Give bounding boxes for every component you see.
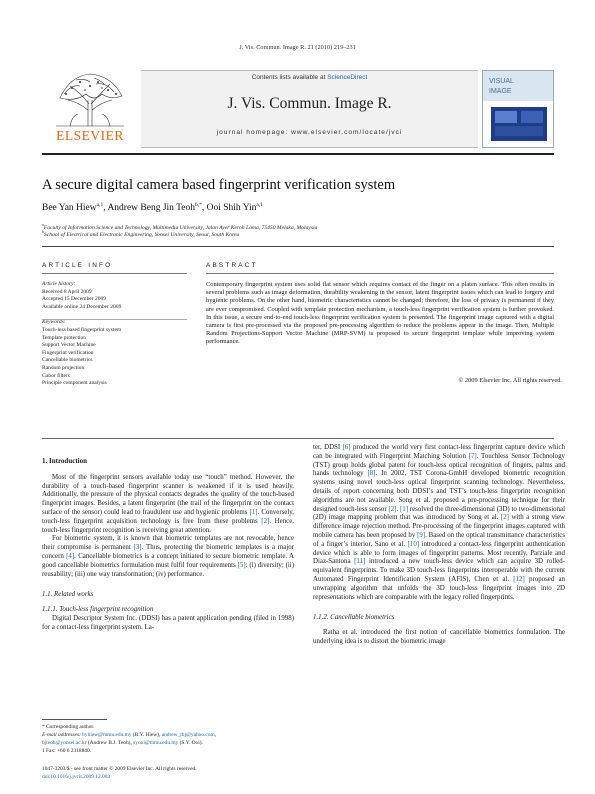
- keywords-label: Keywords:: [42, 319, 66, 326]
- article-title: A secure digital camera based fingerprint verification system: [42, 177, 396, 193]
- cover-artwork: [483, 71, 554, 148]
- body-column-right: [313, 444, 565, 647]
- article-info-panel: [42, 281, 192, 388]
- citation-link[interactable]: [2]: [388, 505, 397, 513]
- citation-link[interactable]: [4]: [66, 552, 75, 560]
- email-link[interactable]: syooi@mmu.edu.my: [133, 740, 179, 747]
- citation-link[interactable]: [5]: [237, 561, 246, 569]
- text-run: proposed an unwrapping algorithm that unfolds the 3D touch-less fingerprint images into 2D representations which are comparable with the legacy rolled fingerprints.: [313, 575, 565, 601]
- sciencedirect-link[interactable]: ScienceDirect: [327, 74, 368, 81]
- history-received: Received 8 April 2009: [42, 288, 92, 295]
- citation-link[interactable]: [11]: [354, 558, 366, 566]
- text-run: ter, DDSI: [313, 444, 343, 451]
- citation-link[interactable]: [1]: [399, 505, 409, 513]
- text-run: For biometric system, it is known that biometric templates are not revocable, hence their compromise is permanent: [42, 535, 294, 552]
- keyword: Touch-less based fingerprint system: [42, 326, 122, 333]
- subsubsection-heading: 1.1.2. Cancellable biometrics: [313, 614, 395, 622]
- issn-block: [42, 766, 294, 781]
- email-prefix: E-mail addresses:: [42, 732, 83, 739]
- footnote-rule: [42, 719, 107, 720]
- svg-text:IMAGE: IMAGE: [489, 88, 512, 95]
- author-affil-mark: b,*: [195, 202, 202, 208]
- author-name[interactable]: Ooi Shih Yin: [206, 203, 257, 214]
- text-run: . Touchless Sensor Technology (TST) group holds global patent for touch-less optical recognition of fingers, palms and hands technology: [313, 452, 565, 478]
- abstract-rule: [206, 273, 554, 274]
- text-run: Ratha et al. introduced the first notion of cancellable biometrics formulation. The underlying idea is to distort the biometric image: [313, 629, 565, 645]
- contents-availability: [141, 74, 478, 81]
- text-run: introduced a contact-less fingerprint authentication device which is able to form images of fingerprint patterns. Most recently, Parziale and Diaz-Santona: [313, 540, 565, 566]
- abstract-heading: ABSTRACT: [206, 262, 258, 269]
- citation-link[interactable]: [3]: [133, 544, 142, 552]
- fax-note: 1 Fax: +60 6 2318840.: [42, 748, 92, 755]
- body-column-left: [42, 457, 294, 633]
- text-run: introduced a new touch-less device which can acquire 3D rolled-equivalent fingerprints. To make 3D touch-less fingerprints interoperable with the current Automated Fingerprint Identification System (AFIS), Chen et al.: [313, 558, 565, 583]
- text-run: . Thus, protecting the biometric templates is a major concern: [42, 544, 294, 560]
- article-info-heading: ARTICLE INFO: [42, 262, 113, 269]
- journal-cover-image: [482, 70, 554, 148]
- abstract-bottom-rule: [42, 438, 554, 439]
- author-affil-mark: a,1: [96, 202, 104, 208]
- email-owner: (S.Y. Ooi).: [178, 740, 203, 747]
- body-paragraph: [42, 615, 294, 633]
- info-divider: [42, 319, 187, 320]
- author-name[interactable]: Bee Yan Hiew: [42, 203, 97, 214]
- keyword: Support Vector Machine: [42, 342, 96, 349]
- history-accepted: Accepted 15 December 2009: [42, 296, 106, 303]
- affiliation-text: School of Electrical and Electronic Engineering, Yonsei University, Seoul, South Korea: [44, 231, 240, 238]
- history-label: Article history:: [42, 281, 76, 287]
- citation-link[interactable]: [12]: [513, 575, 525, 583]
- body-paragraph: [313, 629, 565, 647]
- header-rule: [42, 153, 554, 155]
- section-rule: [42, 246, 554, 247]
- history-online: Available online 24 December 2009: [42, 303, 122, 310]
- email-addresses: [42, 731, 294, 739]
- email-owner: (Andrew B.J. Teoh),: [86, 740, 134, 747]
- citation-link[interactable]: [7]: [468, 452, 477, 460]
- subsection-heading: 1.1. Related works: [42, 591, 94, 599]
- email-link[interactable]: byhiew@mmu.edu.my: [82, 732, 132, 739]
- citation-link[interactable]: [6]: [342, 444, 351, 451]
- journal-masthead: [42, 70, 554, 150]
- svg-text:VISUAL: VISUAL: [489, 78, 514, 85]
- author-affil-mark: a,1: [256, 202, 263, 208]
- email-link[interactable]: bjteoh@yonsei.ac.kr: [42, 740, 87, 747]
- tree-icon: [50, 70, 130, 128]
- keyword: Principle component analysis: [42, 380, 107, 387]
- doi-link[interactable]: doi:10.1016/j.jvcir.2009.12.003: [42, 773, 111, 780]
- email-link[interactable]: andrew_tbj@yahoo.com: [161, 732, 215, 739]
- body-paragraph: [313, 444, 565, 602]
- text-run: . Based on the optical transmittance characteristics of a finger’s interior, Sano et al.: [313, 531, 565, 548]
- keyword: Gabor filters: [42, 372, 70, 379]
- citation-link[interactable]: [8]: [367, 470, 376, 478]
- body-paragraph: [42, 535, 294, 579]
- text-run: . Conversely, touch-less fingerprint acquisition technology is free from these problems: [42, 508, 294, 525]
- citation-link[interactable]: [2]: [261, 517, 270, 525]
- text-run: Digital Descriptor System Inc. (DDSI) has a patent application pending (filed in 1998) for a contact-less fingerprint system. La-: [42, 614, 294, 631]
- citation-link[interactable]: [2]: [500, 514, 509, 522]
- abstract-text: Contemporary fingerprint system uses solid flat sensor which requires contact of the finger on a platen surface. This often results in several problems such as image deformation, durability weakening in the sensor, latent fingerprint issues which can lead to forgery and hygienic problems. On the other hand, biometric characteristics cannot be changed; therefore, the loss of privacy is permanent if they are ever compromised. Coupled with template protection mechanism, a touch-less fingerprint verification system is further provoked. In this issue, a secure end-to-end touch-less fingerprint verification system is presented. The fingerprint image captured with a digital camera is first pre-processed via the proposed pre-processing algorithm to reduce the problems appear in the image. Then, Multiple Random Projections-Support Vector Machine (MRP-SVM) is proposed to secure fingerprint template while improving system performance.: [206, 281, 554, 346]
- footnotes: [42, 723, 294, 755]
- text-run: with a strong view difference image rejection method. Pre-processing of the fingerprint images captured with mobile camera has been proposed by: [313, 514, 565, 539]
- abstract-copyright: © 2009 Elsevier Inc. All rights reserved.: [458, 377, 562, 384]
- text-run: resolved the three-dimensional (3D) to two-dimensional (2D) image mapping problem that was introduced by Song et al.: [313, 505, 565, 522]
- email-addresses-cont: [42, 739, 294, 747]
- journal-homepage-link[interactable]: journal homepage: www.elsevier.com/locate/jvci: [216, 129, 403, 136]
- text-run: Most of the fingerprint sensors available today use “touch” method. However, the durability of a touch-based fingerprint scanner is weakened if it is used heavily. Additionally, the pressure of the physical contacts degrades the quality of the touch-based fingerprint images. Besides, a latent fingerprint (the trail of the fingerprint on the contact surface of the sensor) could lead to fraudulent use and hygienic problems: [42, 473, 294, 516]
- text-run: produced the world very first contact-less fingerprint capture device which can be integrated with Fingerprint Matching Solution: [313, 444, 565, 460]
- section-heading: 1. Introduction: [42, 457, 87, 465]
- keyword: Template protection: [42, 334, 87, 341]
- front-matter-line: 1047-3203/$ - see front matter © 2009 Elsevier Inc. All rights reserved.: [42, 766, 197, 772]
- subsubsection-heading: 1.1.1. Touch-less fingerprint recognition: [42, 606, 154, 614]
- body-paragraph: [42, 474, 294, 536]
- author-name[interactable]: Andrew Beng Jin Teoh: [107, 203, 195, 214]
- text-run: .: [396, 505, 400, 513]
- affiliation: [42, 229, 554, 238]
- text-run: : (i) diversity; (ii) reusability; (iii) one way transformation; (iv) performance.: [42, 561, 294, 578]
- citation-link[interactable]: [9]: [417, 531, 426, 539]
- contents-prefix: Contents lists available at: [251, 74, 328, 81]
- elsevier-wordmark: ELSEVIER: [56, 128, 124, 143]
- email-separator: ,: [214, 732, 217, 739]
- journal-citation: J. Vis. Commun. Image R. 21 (2010) 219–231: [239, 44, 356, 51]
- keyword: Random projection: [42, 364, 85, 371]
- author-list: Bee Yan Hiew$^{a,1}$, Andrew Beng Jin Teoh$^{b,*}$, Ooi Shih Yin$^{a,1}$: [42, 202, 263, 214]
- article-info-rule: [42, 273, 187, 274]
- corresponding-author-note: * Corresponding author.: [42, 724, 95, 730]
- masthead-band: [141, 70, 478, 148]
- text-run: . Cancellable biometrics is a concept initiated to secure biometric template. A good cancellable biometrics formulation must fulfil four requirements: [42, 552, 295, 569]
- elsevier-logo: [42, 70, 137, 148]
- keyword: Cancellable biometrics: [42, 357, 93, 364]
- journal-title: J. Vis. Commun. Image R.: [227, 95, 392, 112]
- text-run: . Hence, touch-less fingerprint recognition is receiving great attention.: [42, 517, 295, 534]
- affiliation-mark: b: [42, 229, 44, 234]
- affiliation-text: Faculty of Information Science and Technology, Multimedia University, Jalan Ayer Keroh Lama, 75450 Melaka, Malaysia: [43, 224, 318, 231]
- email-owner: (B.Y. Hiew),: [131, 732, 162, 739]
- text-run: . In 2002, TST Corona-GmbH developed biometric recognition systems using novel touch-less optical fingerprint scanning technology. Nevertheless, details of report concerning both DDSI’s and TST’s touch-less fingerprint recognition algorithms are not available. Song et al. proposed a pre-processing technique for their designed touch-less sensor: [313, 470, 565, 513]
- citation-link[interactable]: [10]: [407, 540, 420, 548]
- citation-link[interactable]: [1]: [249, 508, 258, 516]
- affiliation-mark: a: [42, 222, 44, 227]
- keyword: Fingerprint verification: [42, 349, 94, 356]
